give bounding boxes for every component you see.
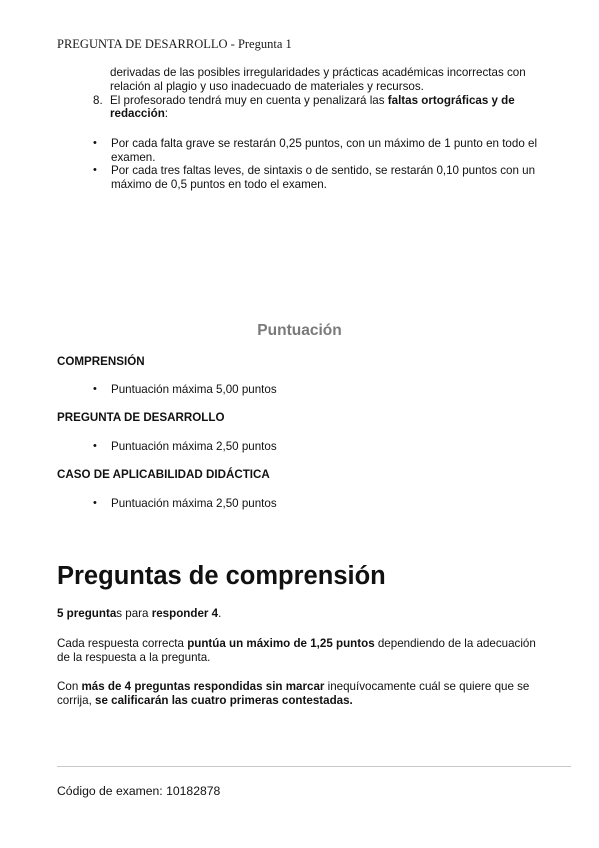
exam-code: Código de examen: 10182878 (57, 784, 221, 798)
comprension-p3-line1 (57, 680, 529, 693)
penalty-1-line1: Por cada falta grave se restarán 0,25 puntos, con un máximo de 1 punto en todo el (111, 137, 538, 150)
p1-bold-b: responder 4 (151, 607, 219, 620)
item8-number: 8. (93, 94, 103, 107)
p2-bold-a: puntúa un máximo de 1,25 puntos (187, 637, 375, 650)
penalty-1-line2: examen. (111, 151, 156, 164)
p2-plain-a: Cada respuesta correcta (57, 637, 188, 650)
p2-plain-b: dependiendo de la adecuación (374, 637, 536, 650)
item8-colon: : (164, 107, 169, 120)
page-header: PREGUNTA DE DESARROLLO - Pregunta 1 (57, 37, 292, 51)
desarrollo-heading: PREGUNTA DE DESARROLLO (57, 411, 225, 424)
item8-bold-b: redacción (110, 107, 165, 120)
penalty-2-line2: máximo de 0,5 puntos en todo el examen. (111, 178, 327, 191)
p1-bold-a: 5 pregunta (57, 607, 117, 620)
bullet-icon: • (93, 440, 97, 452)
p3-plain-b: inequívocamente cuál se quiere que se (324, 680, 530, 693)
bullet-icon: • (93, 137, 97, 149)
p1-plain-a: s para (116, 607, 152, 620)
item7-continuation-line2: relación al plagio y uso inadecuado de materiales y recursos. (110, 80, 424, 93)
caso-heading: CASO DE APLICABILIDAD DIDÁCTICA (57, 468, 270, 481)
p3-plain-a: Con (57, 680, 82, 693)
comprension-p1 (57, 607, 221, 620)
comprension-p3-line2 (57, 694, 353, 707)
item8-line1 (110, 94, 515, 107)
caso-score: Puntuación máxima 2,50 puntos (111, 497, 277, 510)
comprension-title: Preguntas de comprensión (57, 562, 386, 590)
item8-line2 (110, 107, 168, 120)
p3-plain-c: corrija, (57, 694, 96, 707)
penalty-2-line1: Por cada tres faltas leves, de sintaxis o de sentido, se restarán 0,10 puntos con un (111, 164, 536, 177)
bullet-icon: • (93, 383, 97, 395)
puntuacion-title: Puntuación (257, 322, 342, 339)
comprension-p2-line2: de la respuesta a la pregunta. (57, 651, 211, 664)
comprension-score: Puntuación máxima 5,00 puntos (111, 383, 277, 396)
footer-divider (57, 766, 571, 767)
item8-bold-a: faltas ortográficas y de (387, 94, 515, 107)
item8-text: El profesorado tendrá muy en cuenta y penalizará las (110, 94, 388, 107)
desarrollo-score: Puntuación máxima 2,50 puntos (111, 440, 277, 453)
bullet-icon: • (93, 497, 97, 509)
bullet-icon: • (93, 164, 97, 176)
p3-bold-a: más de 4 preguntas respondidas sin marcar (81, 680, 325, 693)
comprension-p2-line1 (57, 637, 536, 650)
p3-bold-b: se calificarán las cuatro primeras contestadas. (95, 694, 353, 707)
p1-plain-b: . (218, 607, 222, 620)
item7-continuation-line1: derivadas de las posibles irregularidades y prácticas académicas incorrectas con (110, 66, 526, 79)
comprension-heading: COMPRENSIÓN (57, 355, 145, 368)
